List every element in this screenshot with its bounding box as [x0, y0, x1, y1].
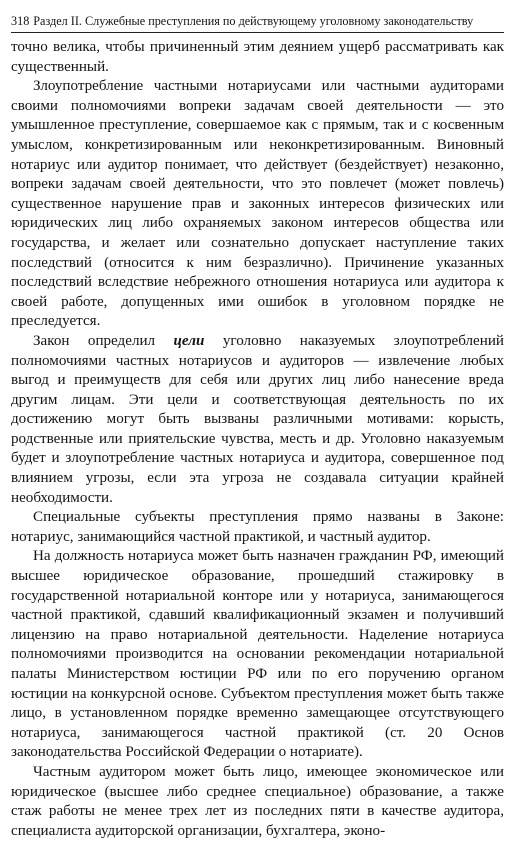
emphasis-term: цели	[173, 332, 205, 349]
main-text	[11, 38, 504, 841]
paragraph-notary: На должность нотариуса может быть назначен гражданин РФ, имеющий высшее юридическое образование, прошедший стажировку в государственной нотариальной конторе или у нотариуса, занимающегося частной практикой, сдавший квалификационный экзамен и получивший лицензию на право нотариальной деятельности. Наделение нотариуса полномочиями производится на основании рекомендации нотариальной палаты Министерством юстиции РФ или по его поручению органом юстиции на конкурсной основе. Субъектом преступления может быть также лицо, в установленном порядке временно замещающее отсутствующего нотариуса, занимающегося частной практикой (ст. 20 Основ законодательства Российской Федерации о нотариате).	[11, 548, 504, 761]
running-title: Раздел II. Служебные преступления по действующему уголовному законодательству	[33, 14, 474, 28]
paragraph-continuation: точно велика, чтобы причиненный этим деянием ущерб рассматривать как существенный.	[11, 39, 504, 75]
paragraph-mens-rea: Злоупотребление частными нотариусами или частными аудиторами своими полномочиями вопреки задачам своей деятельности — это умышленное преступление, совершаемое как с прямым, так и с косвенным умыслом, конкретизированным или неконкретизированным. Виновный нотариус или аудитор понимает, что действует (бездействует) незаконно, вопреки задачам своей деятельности, что это повлечет (может повлечь) существенное нарушение прав и законных интересов физических или юридических лиц либо охраняемых законом интересов общества или государства, и желает или сознательно допускает наступление таких последствий (относится к ним безразлично). Причинение указанных последствий вследствие небрежного отношения нотариуса или аудитора к своей работе, допущенных ими ошибок в уголовном порядке не преследуется.	[11, 78, 504, 330]
paragraph-special-subjects: Специальные субъекты преступления прямо названы в Законе: нотариус, занимающийся частной практикой, и частный аудитор.	[11, 509, 504, 545]
paragraph-auditor: Частным аудитором может быть лицо, имеющее экономическое или юридическое (высшее либо среднее специальное) образование, а также стаж работы не менее трех лет из последних пяти в качестве аудитора, специалиста аудиторской организации, бухгалтера, эконо-	[11, 763, 504, 839]
purposes-text-end: уголовно наказуемых злоупотреблений полномочиями частных нотариусов и аудиторов — извлечение любых выгод и преимуществ для себя или других лиц либо нанесение вреда другим лицам. Эти цели и соответствующая деятельность по их достижению могут быть вызваны различными мотивами: корысть, родственные или приятельские чувства, месть и др. Уголовно наказуемым будет и злоупотребление частных нотариуса и аудитора, совершенное под влиянием угрозы, если эта угроза не создавала ситуации крайней необходимости.	[11, 332, 504, 506]
purposes-text-start: Закон определил	[33, 332, 174, 349]
running-header	[11, 14, 504, 33]
paragraph-purposes	[11, 332, 504, 508]
page-number: 318	[11, 14, 30, 28]
